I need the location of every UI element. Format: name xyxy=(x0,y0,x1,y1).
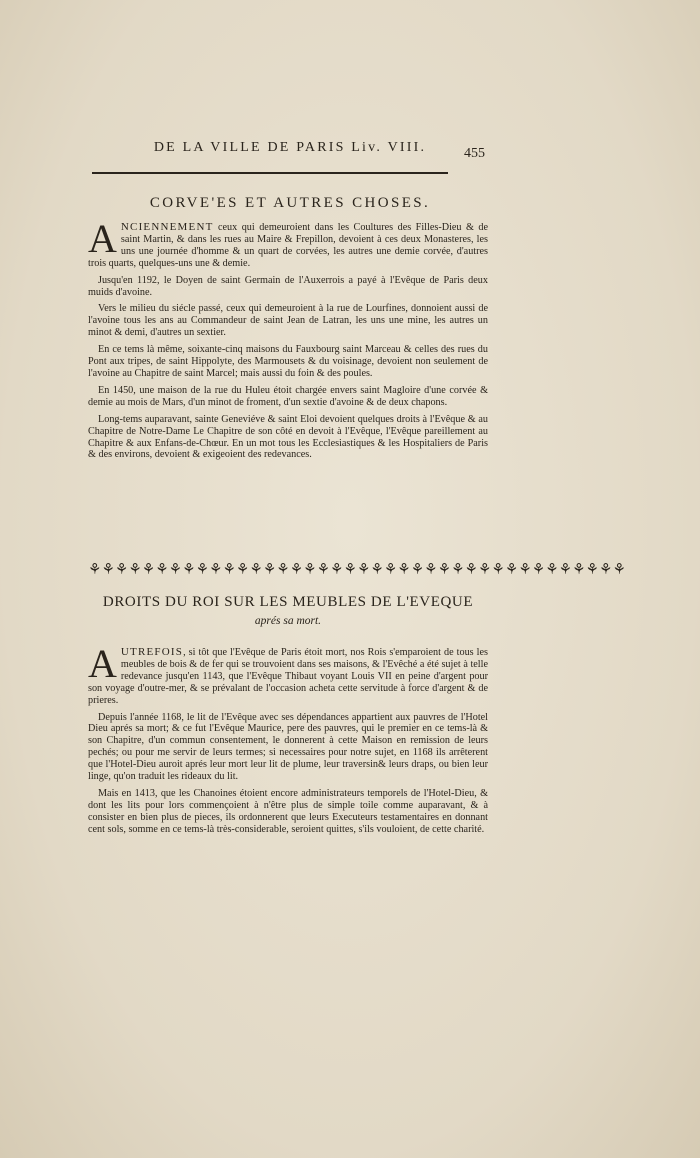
page-number: 455 xyxy=(464,146,485,161)
paragraph: Jusqu'en 1192, le Doyen de saint Germain de l'Auxerrois a payé à l'Evêque de Paris deux muids d'avoine. xyxy=(88,274,488,298)
paragraph: Depuis l'année 1168, le lit de l'Evêque avec ses dépendances appartient aux pauvres de l'Hotel Dieu aprés sa mort; & ce fut l'Evêque Maurice, pere des pauvres, qui le premier en ce tems-là & son Chapitre, d'un commun consentement, le donnerent à cette Maison en remission de leurs pechés; ou pour me servir de leurs termes; si necessaires pour notre sujet, en 1168 ils arrêterent que l'Hotel-Dieu auroit aprés leur mort leur lit de plume, leur traversin& leurs draps, ou bien leur linge, qu'on traduit les rideaux du lit. xyxy=(88,711,488,783)
paragraph-text: ceux qui demeuroient dans les Coultures des Filles-Dieu & de saint Martin, & dans les rues au Maire & Frepillon, devoient à ces deux Monasteres, les uns une journée d'homme & un quart de corvées, les autres une demie corvée, d'autres trois quarts, quelques-uns une & demie. xyxy=(88,222,488,269)
paragraph: En ce tems là même, soixante-cinq maisons du Fauxbourg saint Marceau & celles des rues du Pont aux tripes, de saint Hippolyte, des Marmousets & du voisinage, devoient non seulement de l'avoine au Chapitre de saint Marcel; mais aussi du foin & des poules. xyxy=(88,344,488,379)
section-subtitle-droits: aprés sa mort. xyxy=(254,615,322,627)
running-head: DE LA VILLE DE PARIS Liv. VIII. xyxy=(153,140,427,155)
section-body-droits xyxy=(88,641,488,841)
drop-capital: A xyxy=(88,216,117,261)
lead-small-caps: NCIENNEMENT xyxy=(120,221,214,233)
paragraph: En 1450, une maison de la rue du Huleu étoit chargée envers saint Magloire d'une corvée & demie au mois de Mars, d'un minot de froment, d'un sextie d'avoine & de deux chapons. xyxy=(88,384,488,408)
section-title-corvees: CORVE'ES ET AUTRES CHOSES. xyxy=(149,195,431,211)
paragraph xyxy=(88,216,488,270)
section-title-droits: DROITS DU ROI SUR LES MEUBLES DE L'EVEQUE xyxy=(102,594,474,610)
printers-ornament-band: ⚘⚘⚘⚘⚘⚘⚘⚘⚘⚘⚘⚘⚘⚘⚘⚘⚘⚘⚘⚘⚘⚘⚘⚘⚘⚘⚘⚘⚘⚘⚘⚘⚘⚘⚘⚘⚘⚘⚘⚘ xyxy=(88,560,626,578)
paragraph: Vers le milieu du siécle passé, ceux qui demeuroient à la rue de Lourfines, donnoient aussi de l'avoine tous les ans au Commandeur de saint Jean de Latran, les uns une mine, les autres un minot & demi, d'autres un sextier. xyxy=(88,303,488,339)
paragraph: Long-tems auparavant, sainte Geneviéve & saint Eloi devoient quelques droits à l'Evêque & au Chapitre de Notre-Dame Le Chapitre de son côté en devoit à l'Evêque, l'Evêque pareillement au Chapitre & aux Enfans-de-Chœur. En un mot tous les Ecclesiastiques & les Hospitaliers de Paris & des environs, devoient & exigeoient des redevances. xyxy=(88,413,488,461)
paragraph xyxy=(88,641,488,707)
section-body-corvees xyxy=(88,216,488,466)
paragraph-text: , si tôt que l'Evêque de Paris étoit mort, nos Rois s'emparoient de tous les meubles de bois & de fer qui se trouvoient dans ses maisons, & l'Evêché a été sujet à telle redevance jusqu'en 1143, que l'Evêque Thibaut voyant Louis VII en peine d'argent pour son voyage d'outre-mer, & se prévalant de l'occasion acheta cette servitude à force d'argent & de prieres. xyxy=(88,647,488,706)
header-rule xyxy=(92,172,448,174)
drop-capital: A xyxy=(88,641,117,686)
paragraph: Mais en 1413, que les Chanoines étoient encore administrateurs temporels de l'Hotel-Dieu, & dont les lits pour lors commençoient à n'être plus de simple toile comme auparavant, & à consister en bien plus de pieces, ils ordonnerent que leurs Executeurs testamentaires en donnant cent sols, somme en ce tems-là très-considerable, seroient quittes, s'ils vouloient, de cette charité. xyxy=(88,787,488,835)
lead-small-caps: UTREFOIS xyxy=(120,646,184,658)
